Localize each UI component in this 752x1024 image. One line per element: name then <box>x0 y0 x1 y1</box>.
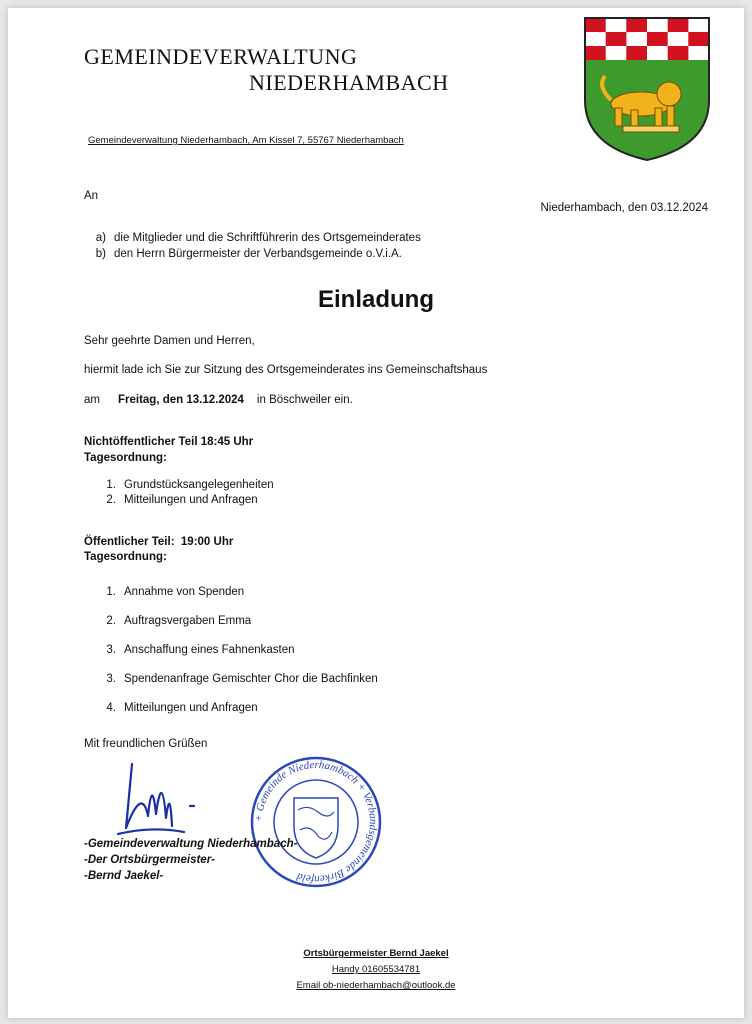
document-heading: Einladung <box>318 286 434 313</box>
letter-date: Niederhambach, den 03.12.2024 <box>540 202 708 214</box>
list-marker: 3. <box>106 644 116 656</box>
list-item <box>94 607 378 636</box>
list-marker: 4. <box>106 702 116 714</box>
signature-line1: -Gemeindeverwaltung Niederhambach- <box>84 838 298 850</box>
list-item <box>94 636 378 665</box>
list-item <box>94 493 274 508</box>
footer <box>8 946 744 994</box>
letterhead-title-line1: GEMEINDEVERWALTUNG <box>84 44 358 69</box>
list-text: Spendenanfrage Gemischter Chor die Bachfinken <box>124 673 378 685</box>
salutation: Sehr geehrte Damen und Herren, <box>84 335 255 347</box>
signature-block <box>84 836 297 884</box>
meeting-line <box>84 394 353 406</box>
list-marker: a) <box>95 232 106 244</box>
footer-name: Ortsbürgermeister Bernd Jaekel <box>303 948 449 959</box>
private-section-title: Nichtöffentlicher Teil 18:45 Uhr <box>84 436 254 448</box>
list-text: Grundstücksangelegenheiten <box>124 479 274 491</box>
list-text: Mitteilungen und Anfragen <box>124 494 258 506</box>
list-text: Auftragsvergaben Emma <box>124 615 252 627</box>
list-item <box>94 478 274 493</box>
stamp-text: + Gemeinde Niederhambach + Verbandsgemeinde Birkenfeld <box>252 758 380 886</box>
list-marker: 1. <box>106 586 116 598</box>
handwritten-signature <box>112 756 212 846</box>
public-agenda-label: Tagesordnung: <box>84 551 167 563</box>
list-marker: 2. <box>106 494 116 506</box>
list-marker: 3. <box>106 673 116 685</box>
footer-phone: Handy 01605534781 <box>331 964 421 975</box>
list-item <box>94 665 378 694</box>
public-section-title: Öffentlicher Teil: 19:00 Uhr <box>84 536 234 548</box>
recipient-list <box>84 230 421 262</box>
list-item <box>94 694 378 723</box>
list-marker: 2. <box>106 615 116 627</box>
recipient-label: An <box>84 190 99 202</box>
letterhead-title-line2: NIEDERHAMBACH <box>249 70 449 95</box>
list-text: Mitteilungen und Anfragen <box>124 702 258 714</box>
list-item <box>84 246 421 262</box>
closing: Mit freundlichen Grüßen <box>84 738 208 750</box>
meeting-location: in Böschweiler ein. <box>256 394 353 406</box>
private-agenda-label: Tagesordnung: <box>84 452 167 464</box>
sender-address: Gemeindeverwaltung Niederhambach, Am Kissel 7, 55767 Niederhambach <box>88 135 404 146</box>
list-text: die Mitglieder und die Schriftführerin des Ortsgemeinderates <box>114 232 421 244</box>
footer-email: Email ob-niederhambach@outlook.de <box>296 980 456 991</box>
list-item <box>94 578 378 607</box>
meeting-date: Freitag, den 13.12.2024 <box>117 394 244 406</box>
list-item <box>84 230 421 246</box>
public-agenda-list <box>94 578 378 723</box>
list-text: Annahme von Spenden <box>124 586 245 598</box>
signature-line2: -Der Ortsbürgermeister- <box>84 854 216 866</box>
coat-of-arms-icon <box>583 16 711 162</box>
intro-text: hiermit lade ich Sie zur Sitzung des Ortsgemeinderates ins Gemeinschaftshaus <box>84 364 488 376</box>
signature-line3: -Bernd Jaekel- <box>84 870 164 882</box>
list-marker: 1. <box>106 479 116 491</box>
letter-page <box>8 8 744 1018</box>
private-agenda-list <box>94 478 274 508</box>
list-text: den Herrn Bürgermeister der Verbandsgemeinde o.V.i.A. <box>114 248 402 260</box>
list-marker: b) <box>95 248 106 260</box>
list-text: Anschaffung eines Fahnenkasten <box>124 644 295 656</box>
meeting-prefix: am <box>84 394 100 406</box>
